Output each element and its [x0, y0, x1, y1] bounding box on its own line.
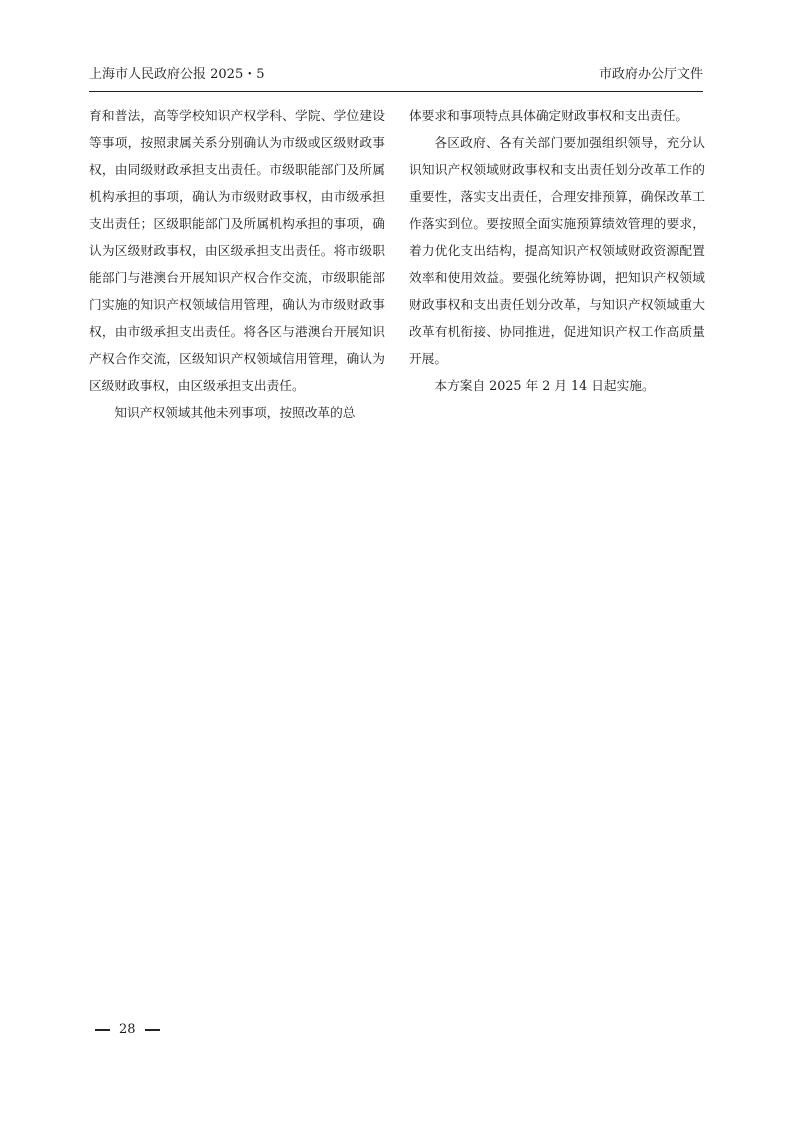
right-paragraph-2: 各区政府、各有关部门要加强组织领导，充分认识知识产权领域财政事权和支出责任划分改革工作的重要性，落实支出责任，合理安排预算，确保改革工作落实到位。要按照全面实施预算绩效管理的要求，着力优化支出结构，提高知识产权领域财政资源配置效率和使用效益。要强化统筹协调，把知识产权领域财政事权和支出责任划分改革，与知识产权领域重大改革有机衔接、协同推进，促进知识产权工作高质量开展。 [409, 135, 705, 366]
document-category: 市政府办公厅文件 [598, 67, 703, 82]
page-footer [95, 1019, 160, 1041]
right-paragraph-3: 本方案自 2025 年 2 月 14 日起实施。 [434, 378, 655, 393]
left-column [89, 102, 385, 426]
header-rule [89, 91, 703, 92]
left-paragraph-1: 育和普法，高等学校知识产权学科、学院、学位建设等事项，按照隶属关系分别确认为市级或区级财政事权，由同级财政承担支出责任。市级职能部门及所属机构承担的事项，确认为市级财政事权，由市级承担支出责任；区级职能部门及所属机构承担的事项，确认为区级财政事权，由区级承担支出责任。将市级职能部门与港澳台开展知识产权合作交流，市级职能部门实施的知识产权领域信用管理，确认为市级财政事权，由市级承担支出责任。将各区与港澳台开展知识产权合作交流，区级知识产权领域信用管理，确认为区级财政事权，由区级承担支出责任。 [89, 108, 385, 393]
right-paragraph-1: 体要求和事项特点具体确定财政事权和支出责任。 [409, 108, 689, 123]
footer-dash-right [145, 1029, 160, 1031]
publication-title: 上海市人民政府公报 2025・5 [89, 67, 265, 82]
right-column [409, 102, 705, 399]
footer-dash-left [95, 1029, 110, 1031]
page-number: 28 [119, 1022, 136, 1037]
page-header [89, 64, 703, 86]
left-paragraph-2: 知识产权领域其他未列事项，按照改革的总 [114, 405, 356, 420]
